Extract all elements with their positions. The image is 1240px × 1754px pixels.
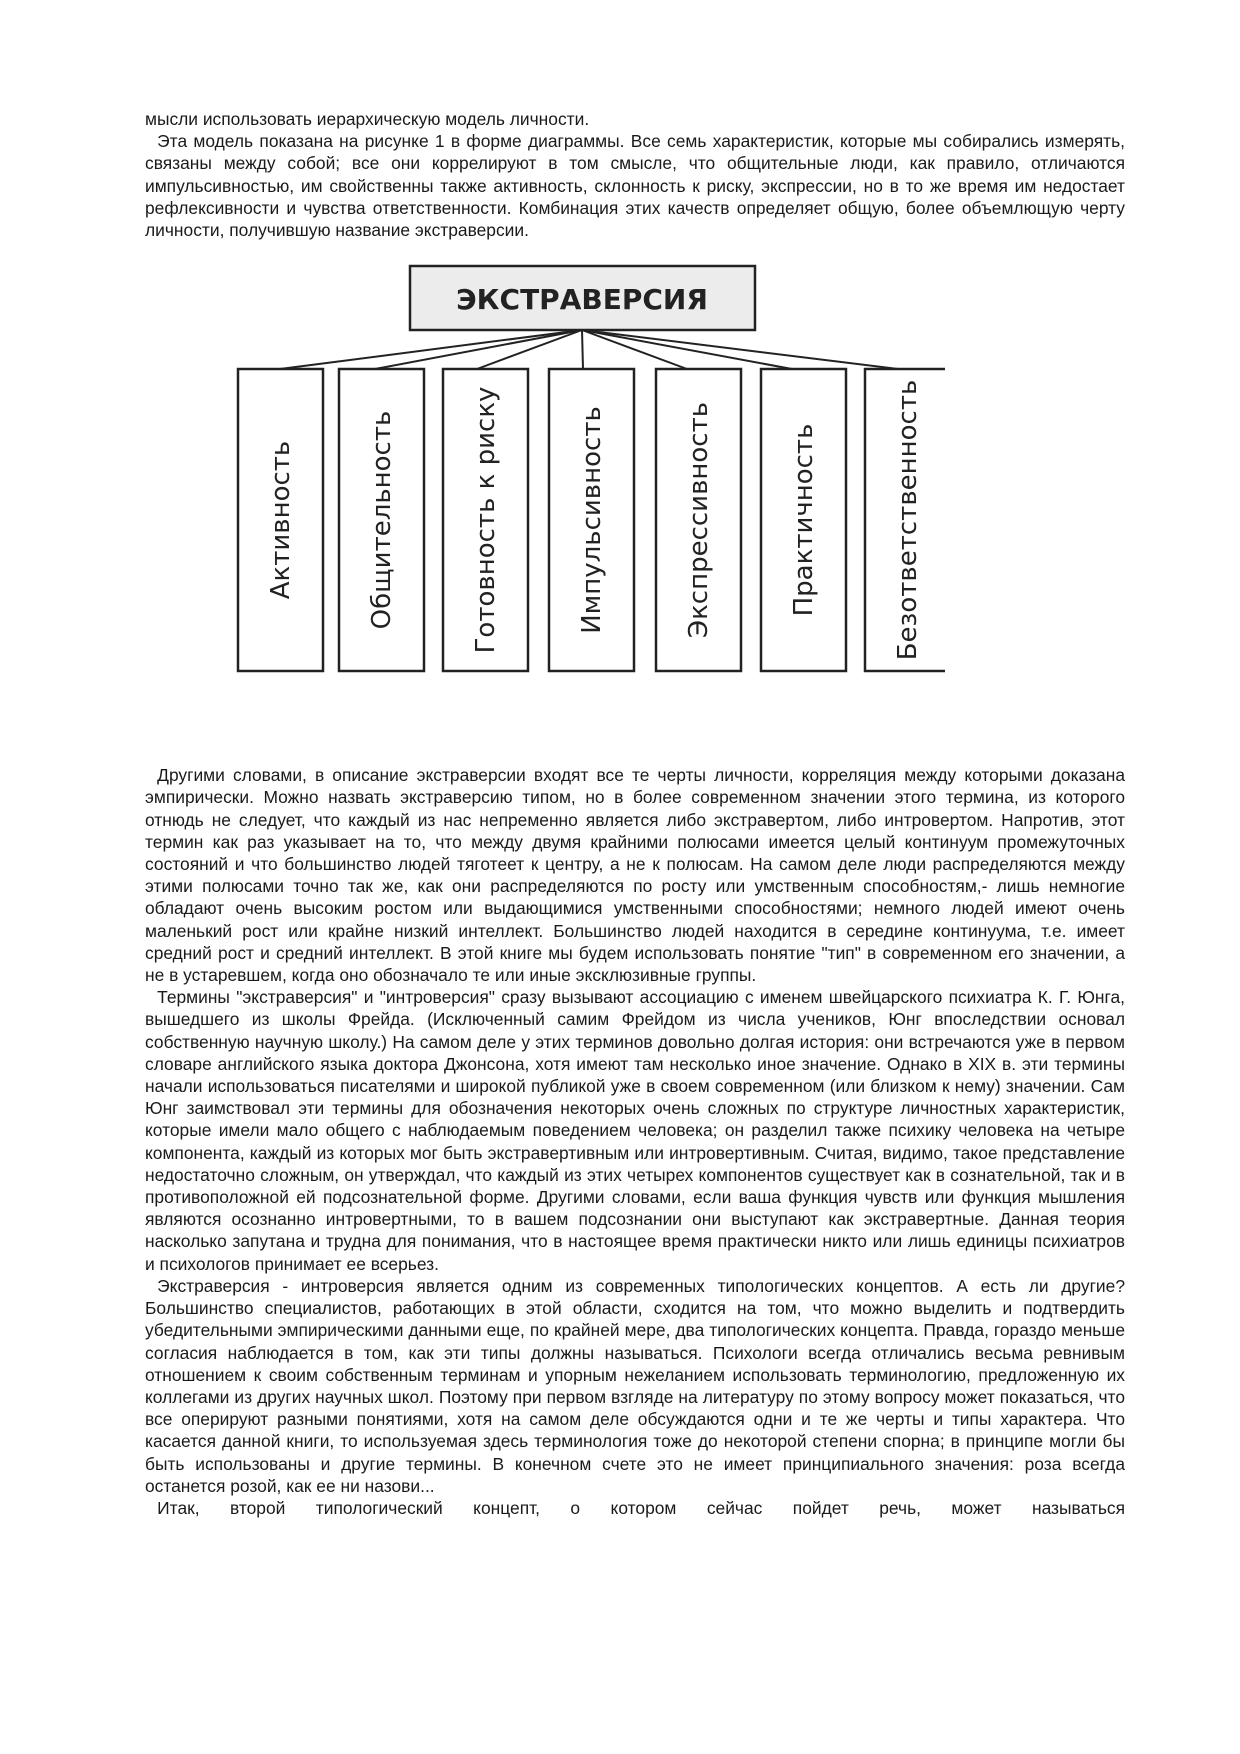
extraversion-diagram (145, 251, 1125, 746)
paragraph-jung-terms: Термины "экстраверсия" и "интроверсия" сразу вызывают ассоциацию с именем швейцарского психиатра К. Г. Юнга, вышедшего из школы Фрейда. (Исключенный самим Фрейдом из числа учеников, Юнг впоследствии основал собственную научную школу.) На самом деле у этих терминов довольно долгая история: они встречаются уже в первом словаре английского языка доктора Джонсона, хотя имеют там несколько иное значение. Однако в XIX в. эти термины начали использоваться писателями и широкой публикой уже в своем современном (или близком к нему) значении. Сам Юнг заимствовал эти термины для обозначения некоторых очень сложных по структуре личностных характеристик, которые имели мало общего с наблюдаемым поведением человека; он разделил также психику человека на четыре компонента, каждый из которых мог быть экстравертивным или интровертивным. Считая, видимо, такое представление недостаточно сложным, он утверждал, что каждый из этих четырех компонентов существует как в сознательной, так и в противоположной ей подсознательной форме. Другими словами, если ваша функция чувств или функция мышления являются осознанно интровертными, то в вашем подсознании они выступают как экстравертные. Данная теория насколько запутана и трудна для понимания, что в настоящее время практически никто или лишь единицы психиатров и психологов принимает ее всерьез. (145, 987, 1125, 1274)
diagram-trait-label: Импульсивность (577, 406, 607, 635)
diagram-trait-label: Безответственность (893, 379, 923, 661)
paragraph-model-description: Эта модель показана на рисунке 1 в форме диаграммы. Все семь характеристик, которые мы собирались измерять, связаны между собой; все они коррелируют в том смысле, что общительные люди, как правило, отличаются импульсивностью, им свойственны также активность, склонность к риску, экспрессии, но в то же время им недостает рефлексивности и чувства ответственности. Комбинация этих качеств определяет общую, более объемлющую черту личности, получившую название экстраверсии. (145, 131, 1125, 241)
paragraph-continuum: Другими словами, в описание экстраверсии входят все те черты личности, корреляция между которыми доказана эмпирически. Можно назвать экстраверсию типом, но в более современном значении этого термина, из которого отнюдь не следует, что каждый из нас непременно является либо экстравертом, либо интровертом. Напротив, этот термин как раз указывает на то, что между двумя крайними полюсами имеется целый континуум промежуточных состояний и что большинство людей тяготеет к центру, а не к полюсам. На самом деле люди распределяются между этими полюсами точно так же, как они распределяются по росту или умственным способностям,- лишь немногие обладают очень высоким ростом или выдающимися умственными способностями; немного людей имеют очень маленький рост или крайне низкий интеллект. Большинство людей находится в середине континуума, т.е. имеет средний рост и средний интеллект. В этой книге мы будем использовать понятие "тип" в современном его значении, а не в устаревшем, когда оно обозначало те или иные эксклюзивные группы. (145, 765, 1125, 986)
diagram-root-label: ЭКСТРАВЕРСИЯ (456, 283, 708, 317)
diagram-trait-label: Экспрессивность (684, 402, 714, 639)
paragraph-other-concepts: Экстраверсия - интроверсия является одним из современных типологических концептов. А есть ли другие? Большинство специалистов, работающих в этой области, сходится на том, что можно выделить и подтвердить убедительными эмпирическими данными еще, по крайней мере, два типологических концепта. Правда, гораздо меньше согласия наблюдается в том, как эти типы должны называться. Психологи всегда отличались весьма ревнивым отношением к своим собственным терминам и упорным нежеланием использовать терминологию, предложенную их коллегами из других научных школ. Поэтому при первом взгляде на литературу по этому вопросу может показаться, что все оперируют разными понятиями, хотя на самом деле обсуждаются одни и те же черты и типы характера. Что касается данной книги, то используемая здесь терминология тоже до некоторой степени спорна; в принципе могли бы быть использованы и другие термины. В конечном счете это не имеет принципиального значения: роза всегда останется розой, как ее ни назови... (145, 1275, 1125, 1496)
paragraph-intro-continuation: мысли использовать иерархическую модель личности. (145, 109, 590, 129)
diagram-trait-label: Практичность (789, 423, 819, 617)
diagram-connectors (280, 330, 898, 369)
diagram-trait-label: Активность (266, 440, 296, 600)
document-page (145, 108, 1125, 1519)
paragraph-second-concept: Итак, второй типологический концепт, о котором сейчас пойдет речь, может называться (157, 1497, 1125, 1518)
diagram-trait-label: Готовность к риску (471, 386, 501, 654)
diagram-trait-label: Общительность (367, 410, 397, 630)
